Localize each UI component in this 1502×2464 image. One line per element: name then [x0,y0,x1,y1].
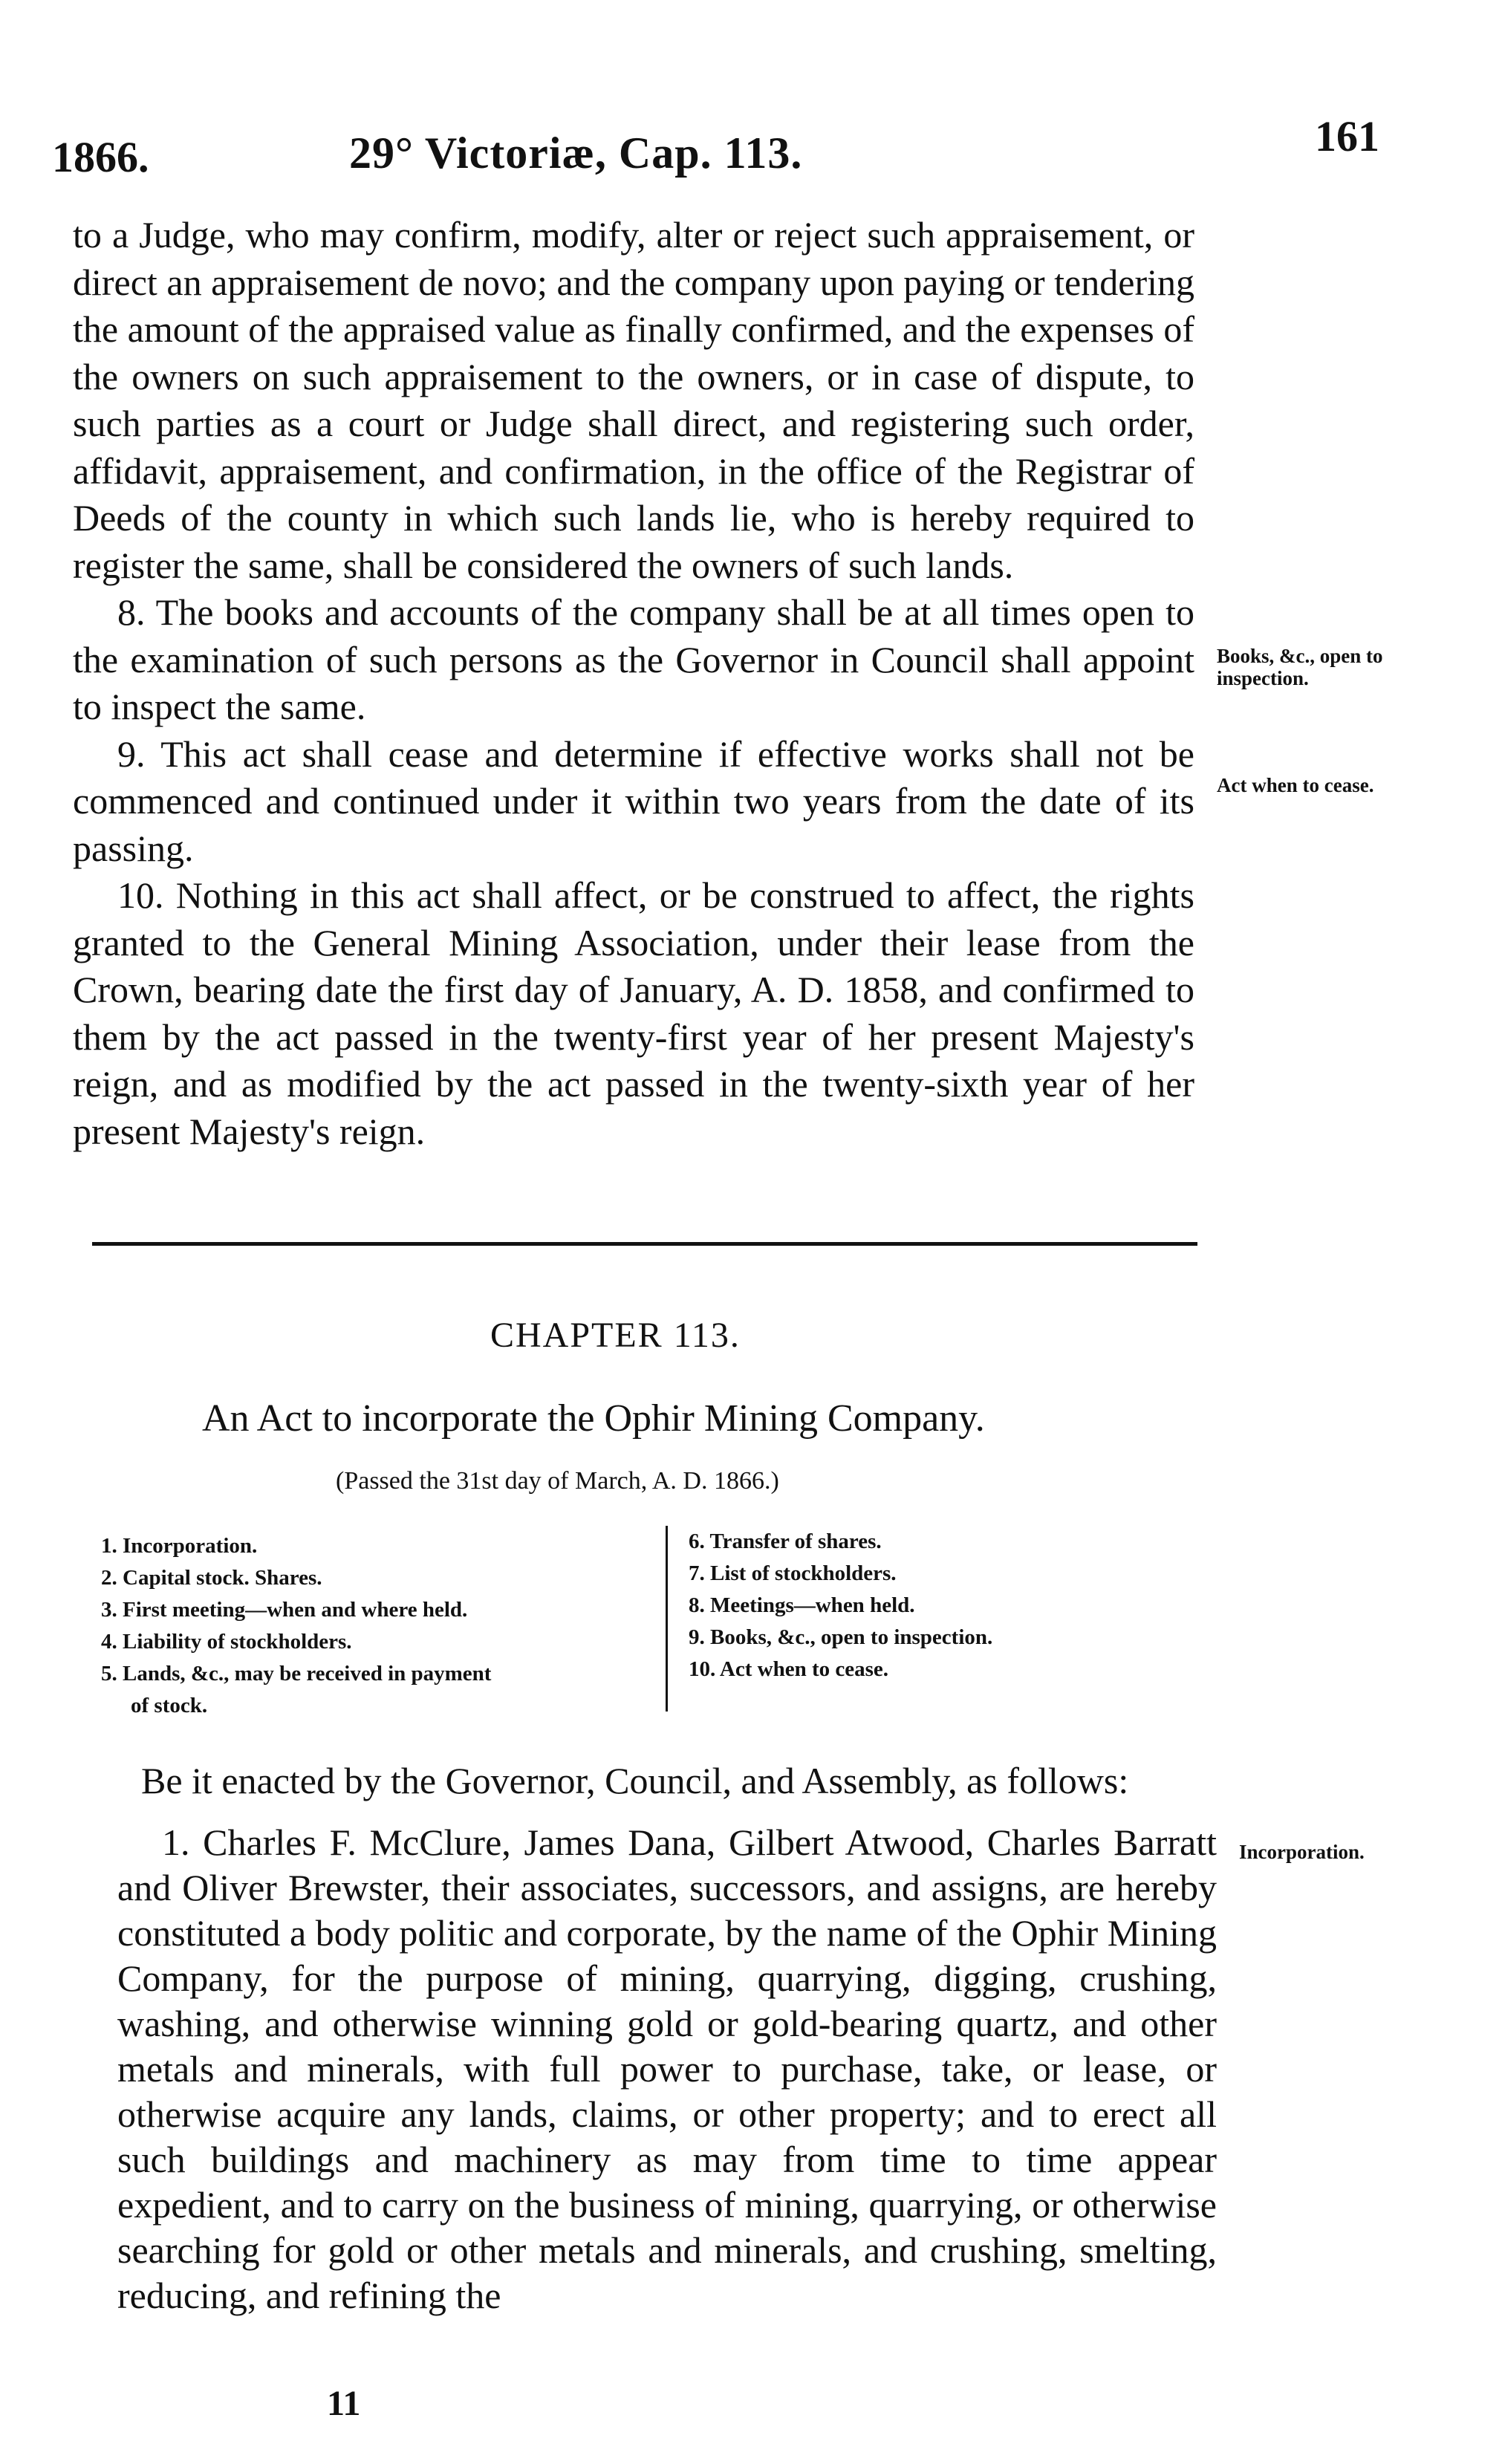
toc-item: 1. Incorporation. [101,1534,258,1558]
toc-item: 6. Transfer of shares. [689,1530,882,1553]
margin-note-act-cease: Act when to cease. [1217,774,1374,796]
continued-paragraph: to a Judge, who may confirm, modify, alter or reject such appraisement, or direct an appraisement de novo; and the company upon paying or tendering the amount of the appraised value as finally confirmed, and the expenses of the owners on such appraisement to the owners, or in case of dispute, to such parties as a court or Judge shall direct, and registering such order, affidavit, appraisement, and confirmation, in the office of the Registrar of Deeds of the county in which such lands lie, who is hereby required to register the same, shall be considered the owners of such lands. [73,214,1194,586]
passed-date: (Passed the 31st day of March, A. D. 1866.) [336,1467,779,1495]
toc-item: 9. Books, &c., open to inspection. [689,1625,993,1649]
toc-item: 10. Act when to cease. [689,1657,889,1681]
toc-item: 2. Capital stock. Shares. [101,1566,322,1590]
act-title: An Act to incorporate the Ophir Mining Company. [202,1397,985,1440]
margin-note-books: Books, &c., open to inspection. [1217,645,1383,689]
toc-item: 4. Liability of stockholders. [101,1630,352,1654]
toc-right-column [666,1526,1164,1712]
toc-item: 3. First meeting—when and where held. [101,1598,468,1622]
signature-mark: 11 [327,2384,361,2423]
section-1-text [117,1820,1217,2318]
toc-item: 5. Lands, &c., may be received in payment [101,1662,492,1686]
margin-note-incorporation: Incorporation. [1239,1841,1365,1863]
enacting-clause: Be it enacted by the Governor, Council, and Assembly, as follows: [141,1760,1129,1801]
header-year: 1866. [52,133,149,181]
section-8: 8. The books and accounts of the company shall be at all times open to the examination of such persons as the Governor in Council shall appoint to inspect the same. [73,591,1194,727]
running-header [52,111,1389,181]
section-1: 1. Charles F. McClure, James Dana, Gilbert Atwood, Charles Barratt and Oliver Brewster, their associates, successors, and assigns, are hereby constituted a body politic and corporate, by the name of the Ophir Mining Company, for the purpose of mining, quarrying, digging, crushing, washing, and otherwise winning gold or gold-bearing quartz, and other metals and minerals, with full power to purchase, take, or lease, or otherwise acquire any lands, claims, or other property; and to erect all such buildings and machinery as may from time to time appear expedient, and to carry on the business of mining, quarrying, or otherwise searching for gold or other metals and minerals, and crushing, smelting, reducing, and refining the [117,1821,1217,2316]
toc-item: 7. List of stockholders. [689,1561,897,1585]
section-divider [92,1242,1197,1246]
toc-item-continuation: of stock. [131,1694,208,1717]
toc-left-column [101,1530,651,1722]
section-10: 10. Nothing in this act shall affect, or be construed to affect, the rights granted to the General Mining Association, under their lease from the Crown, bearing date the first day of January, A. D. 1858, and confirmed to them by the act passed in the twenty-first year of her present Majesty's reign, and as modified by the act passed in the twenty-sixth year of her present Majesty's reign. [73,874,1194,1152]
previous-act-text [73,212,1194,1155]
toc-item: 8. Meetings—when held. [689,1593,915,1617]
header-title: 29° Victoriæ, Cap. 113. [349,129,803,178]
page-number: 161 [1315,112,1379,160]
chapter-title: CHAPTER 113. [490,1316,741,1355]
section-9: 9. This act shall cease and determine if effective works shall not be commenced and continued under it within two years from the date of its passing. [73,732,1194,869]
